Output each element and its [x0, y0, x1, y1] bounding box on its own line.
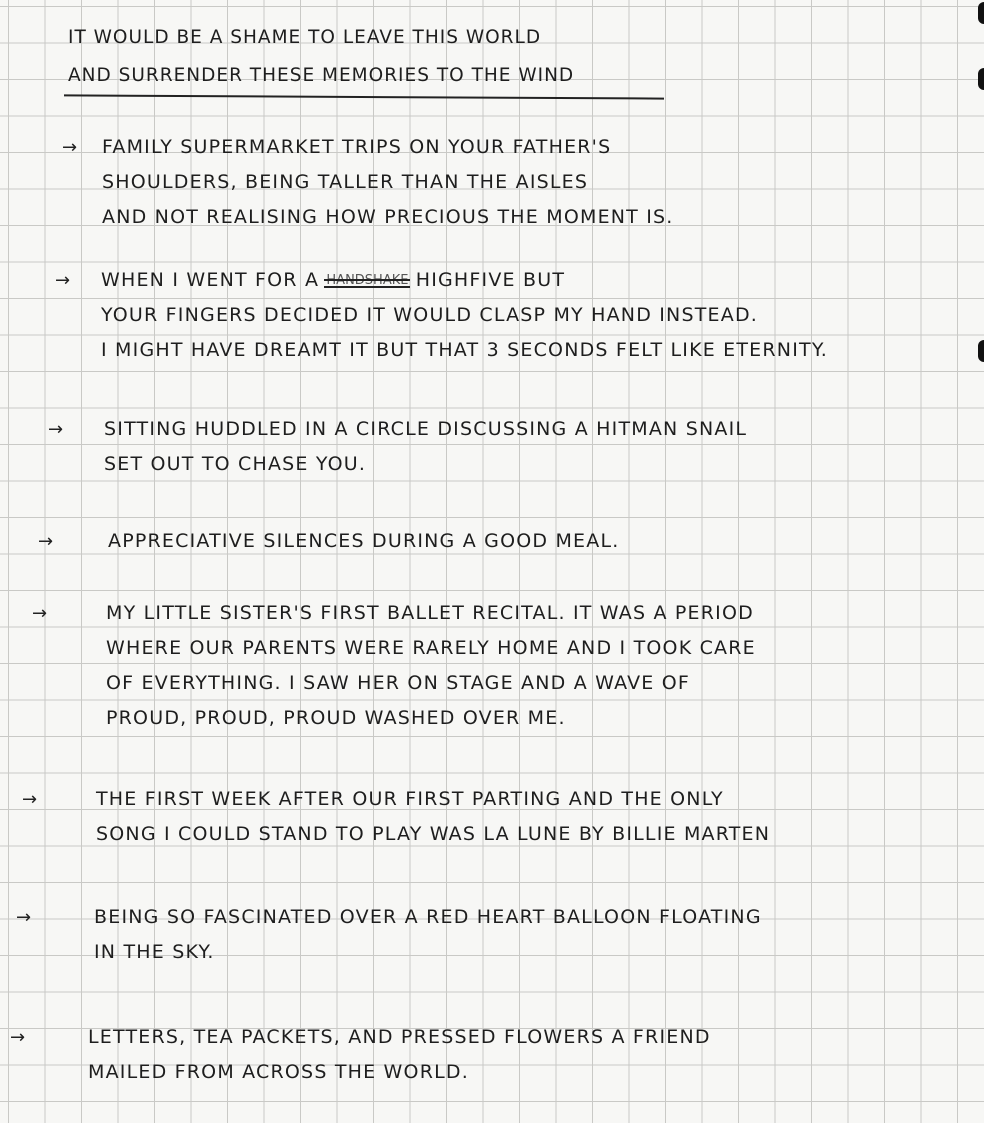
struck-out-word: HANDSHAKE — [326, 263, 408, 298]
list-item-line: OF EVERYTHING. I SAW HER ON STAGE AND A WAVE OF — [106, 672, 691, 694]
list-item-line: SHOULDERS, BEING TALLER THAN THE AISLES — [102, 171, 589, 193]
arrow-icon: → — [10, 1027, 27, 1048]
binder-ring — [978, 68, 984, 90]
list-item-line: SET OUT TO CHASE YOU. — [104, 453, 367, 475]
arrow-icon: → — [16, 907, 33, 928]
binder-ring — [978, 340, 984, 362]
text-after-strike: HIGHFIVE BUT — [415, 269, 566, 291]
list-item-line: APPRECIATIVE SILENCES DURING A GOOD MEAL. — [108, 530, 620, 552]
list-item-line: I MIGHT HAVE DREAMT IT BUT THAT 3 SECONDS FELT LIKE ETERNITY. — [101, 339, 829, 361]
list-item-line: AND NOT REALISING HOW PRECIOUS THE MOMENT IS. — [102, 206, 674, 228]
list-item-line: MY LITTLE SISTER'S FIRST BALLET RECITAL. IT WAS A PERIOD — [106, 602, 754, 624]
text-before-strike: WHEN I WENT FOR A — [101, 269, 320, 291]
list-item-line: FAMILY SUPERMARKET TRIPS ON YOUR FATHER'S — [102, 136, 612, 158]
list-item-line: SITTING HUDDLED IN A CIRCLE DISCUSSING A HITMAN SNAIL — [104, 418, 748, 440]
arrow-icon: → — [38, 531, 55, 552]
list-item-line: YOUR FINGERS DECIDED IT WOULD CLASP MY HAND INSTEAD. — [101, 304, 759, 326]
list-item-line: MAILED FROM ACROSS THE WORLD. — [88, 1061, 469, 1083]
arrow-icon: → — [22, 789, 39, 810]
arrow-icon: → — [62, 137, 79, 158]
title-line-1: IT WOULD BE A SHAME TO LEAVE THIS WORLD — [68, 27, 542, 48]
list-item-line: WHERE OUR PARENTS WERE RARELY HOME AND I TOOK CARE — [106, 637, 756, 659]
list-item-line: LETTERS, TEA PACKETS, AND PRESSED FLOWERS A FRIEND — [88, 1026, 711, 1048]
title-underline — [64, 94, 664, 99]
list-item-line: SONG I COULD STAND TO PLAY WAS LA LUNE BY BILLIE MARTEN — [96, 823, 771, 845]
title-line-2: AND SURRENDER THESE MEMORIES TO THE WIND — [68, 65, 575, 86]
list-item-line: IN THE SKY. — [94, 941, 215, 963]
list-item-line: PROUD, PROUD, PROUD WASHED OVER ME. — [106, 707, 566, 729]
list-item-line: BEING SO FASCINATED OVER A RED HEART BALLOON FLOATING — [94, 906, 762, 928]
arrow-icon: → — [48, 419, 65, 440]
list-item-line: THE FIRST WEEK AFTER OUR FIRST PARTING AND THE ONLY — [96, 788, 724, 810]
binder-ring — [978, 2, 984, 24]
arrow-icon: → — [55, 270, 72, 291]
arrow-icon: → — [32, 603, 49, 624]
list-item-line — [101, 263, 828, 298]
